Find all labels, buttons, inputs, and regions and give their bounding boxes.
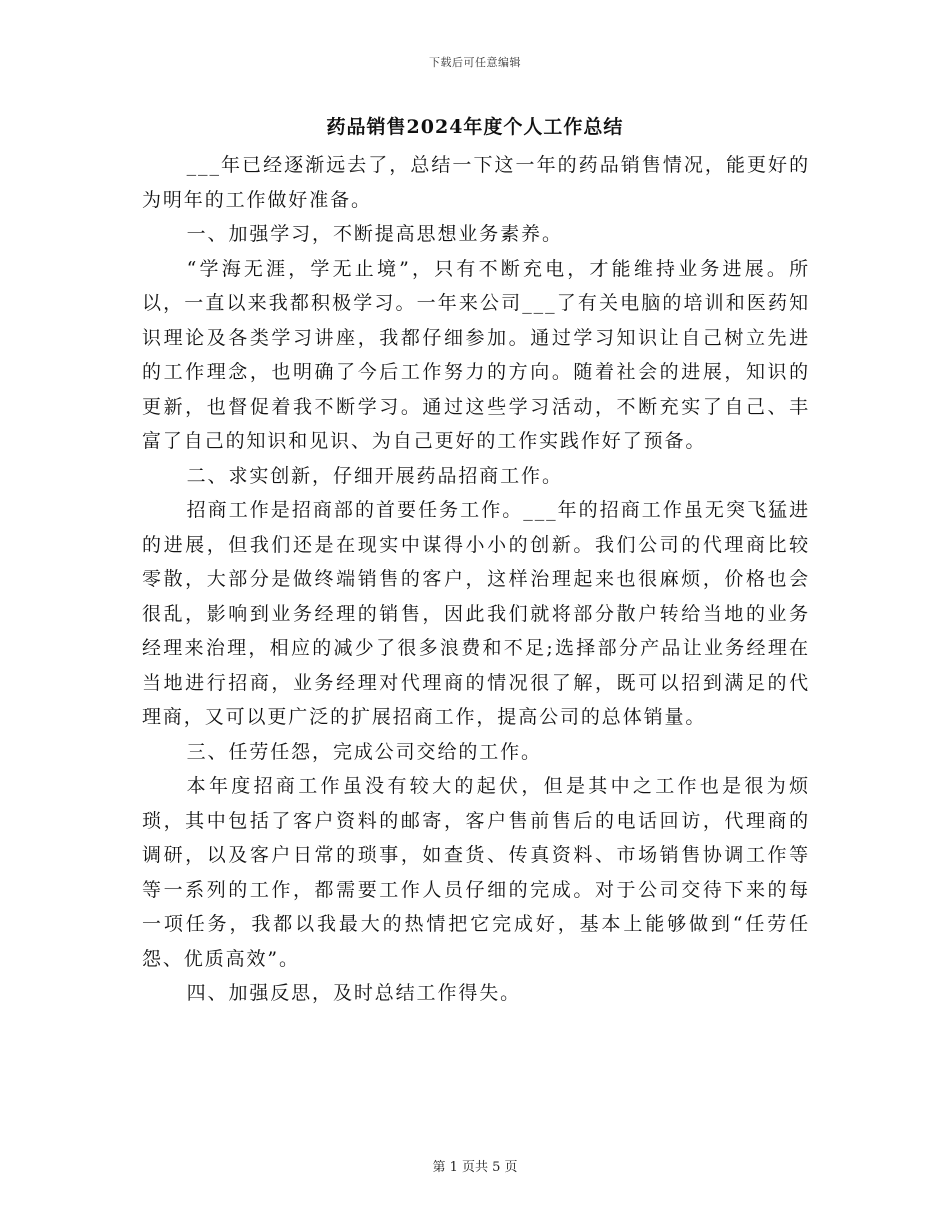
- document-title: 药品销售2024年度个人工作总结: [326, 116, 624, 138]
- header-note: 下载后可任意编辑: [429, 56, 521, 69]
- section-heading-1: 一、加强学习，不断提高思想业务素养。: [186, 223, 563, 245]
- intro-paragraph: ___年已经逐渐远去了，总结一下这一年的药品销售情况，能更好的为明年的工作做好准备。: [142, 154, 810, 211]
- page-footer: 第 1 页共 5 页: [432, 1160, 518, 1175]
- section-paragraph-3: 本年度招商工作虽没有较大的起伏，但是其中之工作也是很为烦琐，其中包括了客户资料的邮寄，客户售前售后的电话回访，代理商的调研，以及客户日常的琐事，如查货、传真资料、市场销售协调工作等等一系列的工作，都需要工作人员仔细的完成。对于公司交待下来的每一项任务，我都以我最大的热情把它完成好，基本上能够做到“任劳任怨、优质高效”。: [142, 775, 810, 970]
- section-heading-4: 四、加强反思，及时总结工作得失。: [186, 982, 522, 1004]
- section-heading-3: 三、任劳任怨，完成公司交给的工作。: [186, 740, 542, 763]
- section-heading-2: 二、求实创新，仔细开展药品招商工作。: [186, 464, 563, 487]
- section-paragraph-2: 招商工作是招商部的首要任务工作。___年的招商工作虽无突飞猛进的进展，但我们还是在现实中谋得小小的创新。我们公司的代理商比较零散，大部分是做终端销售的客户，这样治理起来也很麻烦，价格也会很乱，影响到业务经理的销售，因此我们就将部分散户转给当地的业务经理来治理，相应的减少了很多浪费和不足;选择部分产品让业务经理在当地进行招商，业务经理对代理商的情况很了解，既可以招到满足的代理商，又可以更广泛的扩展招商工作，提高公司的总体销量。: [142, 499, 810, 728]
- document-body: [142, 148, 810, 1011]
- section-paragraph-1: “学海无涯，学无止境”，只有不断充电，才能维持业务进展。所以，一直以来我都积极学习。一年来公司___了有关电脑的培训和医药知识理论及各类学习讲座，我都仔细参加。通过学习知识让自己树立先进的工作理念，也明确了今后工作努力的方向。随着社会的进展，知识的更新，也督促着我不断学习。通过这些学习活动，不断充实了自己、丰富了自己的知识和见识、为自己更好的工作实践作好了预备。: [142, 257, 810, 452]
